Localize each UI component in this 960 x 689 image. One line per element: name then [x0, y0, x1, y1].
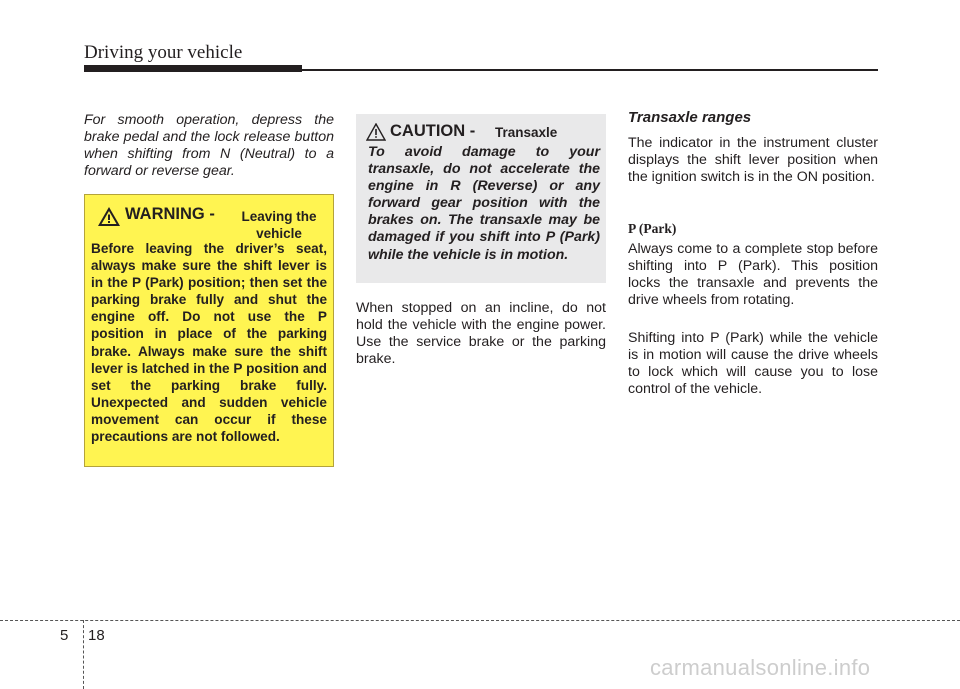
caution-subtitle: Transaxle — [495, 125, 558, 140]
watermark: carmanualsonline.info — [650, 655, 871, 680]
caution-box — [356, 114, 606, 283]
header-rule-thick — [84, 65, 302, 72]
caution-header — [368, 122, 598, 144]
park-subheading: P (Park) — [628, 221, 677, 236]
page-number: 18 — [88, 627, 105, 644]
caution-body: To avoid damage to your transaxle, do not accelerate the engine in R (Reverse) or any forward gear position with the brakes on. The transaxle may be damaged if you shift into P (Park) while the vehicle is in motion. — [368, 144, 600, 263]
caution-triangle-icon — [366, 123, 386, 146]
caution-title: CAUTION - — [390, 122, 476, 140]
intro-paragraph: For smooth operation, depress the brake pedal and the lock release button when shifting from N (Neutral) to a forward or reverse gear. — [84, 112, 334, 179]
chapter-number: 5 — [60, 627, 69, 644]
footer-dashed-divider — [83, 620, 84, 689]
warning-title: WARNING - — [125, 205, 215, 223]
warning-body: Before leaving the driver’s seat, always make sure the shift lever is in the P (Park) position; then set the parking brake fully and shut the engine off. Do not use the P position in place of the parking brake. Always make sure the shift lever is latched in the P position and set the parking brake fully. Unexpected and sudden vehicle movement can occur if these precautions are not followed. — [91, 241, 327, 445]
incline-paragraph: When stopped on an incline, do not hold the vehicle with the engine power. Use the service brake or the parking brake. — [356, 300, 606, 368]
transaxle-ranges-heading: Transaxle ranges — [628, 109, 752, 126]
warning-subtitle: Leaving the vehicle — [241, 209, 317, 241]
indicator-paragraph: The indicator in the instrument cluster displays the shift lever position when the ignition switch is in the ON position. — [628, 135, 878, 186]
footer-dashed-rule — [0, 620, 960, 621]
warning-box — [84, 194, 334, 467]
header-rule-thin — [300, 69, 878, 71]
warning-triangle-icon — [97, 206, 121, 232]
section-title: Driving your vehicle — [84, 42, 243, 63]
park-paragraph-2: Shifting into P (Park) while the vehicle is in motion will cause the drive wheels to lock which will cause you to lose control of the vehicle. — [628, 330, 878, 398]
park-paragraph-1: Always come to a complete stop before shifting into P (Park). This position locks the transaxle and prevents the drive wheels from rotating. — [628, 241, 878, 309]
